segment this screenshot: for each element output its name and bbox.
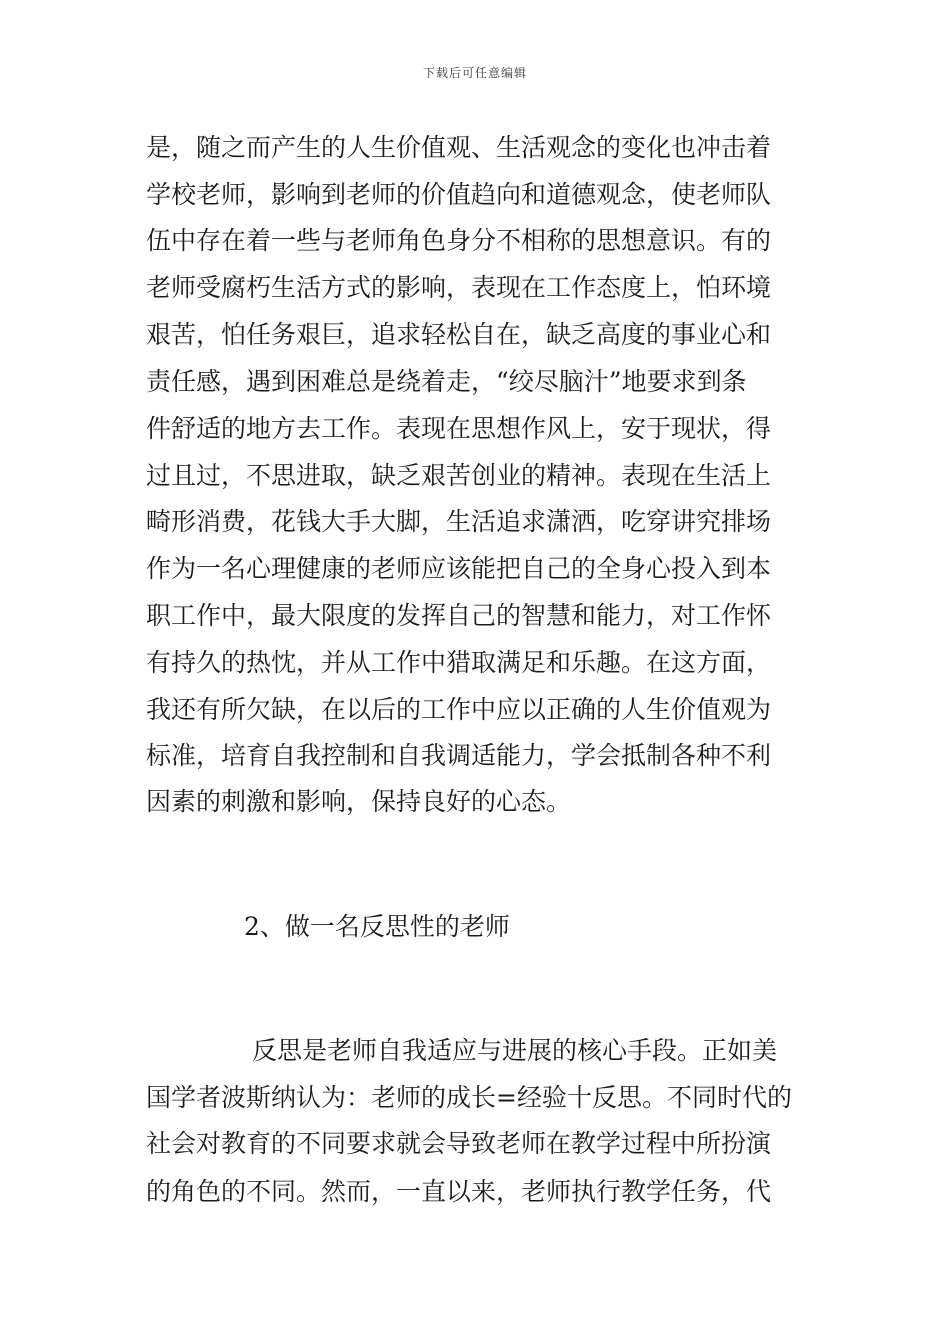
paragraph-line: 过且过，不思进取，缺乏艰苦创业的精神。表现在生活上 bbox=[146, 461, 772, 490]
paragraph-line: 的角色的不同。然而，一直以来，老师执行教学任务，代 bbox=[146, 1177, 772, 1206]
paragraph-line: 责任感，遇到困难总是绕着走，“绞尽脑汁”地要求到条 bbox=[146, 367, 747, 396]
paragraph-line: 作为一名心理健康的老师应该能把自己的全身心投入到本 bbox=[146, 554, 772, 583]
paragraph-line: 艰苦，怕任务艰巨，追求轻松自在，缺乏高度的事业心和 bbox=[146, 320, 772, 349]
paragraph-line: 有持久的热忱，并从工作中猎取满足和乐趣。在这方面， bbox=[146, 648, 772, 677]
paragraph-line: 社会对教育的不同要求就会导致老师在教学过程中所扮演 bbox=[146, 1129, 772, 1158]
paragraph-line: 伍中存在着一些与老师角色身分不相称的思想意识。有的 bbox=[146, 226, 772, 255]
paragraph-line: 学校老师，影响到老师的价值趋向和道德观念，使老师队 bbox=[146, 180, 772, 209]
paragraph-line: 标准，培育自我控制和自我调适能力，学会抵制各种不利 bbox=[146, 741, 772, 770]
paragraph-line: 因素的刺激和影响，保持良好的心态。 bbox=[146, 787, 572, 816]
paragraph-line: 老师受腐朽生活方式的影响，表现在工作态度上，怕环境 bbox=[146, 273, 772, 302]
paragraph-line: 件舒适的地方去工作。表现在思想作风上，安于现状，得 bbox=[146, 414, 772, 443]
section-heading: 2、做一名反思性的老师 bbox=[244, 912, 510, 941]
paragraph-line: 职工作中，最大限度的发挥自己的智慧和能力，对工作怀 bbox=[146, 601, 772, 630]
paragraph-line: 是，随之而产生的人生价值观、生活观念的变化也冲击着 bbox=[146, 133, 772, 162]
paragraph-line: 国学者波斯纳认为：老师的成长=经验十反思。不同时代的 bbox=[146, 1083, 792, 1112]
paragraph-line: 我还有所欠缺，在以后的工作中应以正确的人生价值观为 bbox=[146, 695, 772, 724]
page-header: 下载后可任意编辑 bbox=[422, 66, 527, 80]
paragraph-line: 畸形消费，花钱大手大脚，生活追求潇洒，吃穿讲究排场 bbox=[146, 507, 772, 536]
paragraph-line-indented: 反思是老师自我适应与进展的核心手段。正如美 bbox=[252, 1036, 778, 1065]
